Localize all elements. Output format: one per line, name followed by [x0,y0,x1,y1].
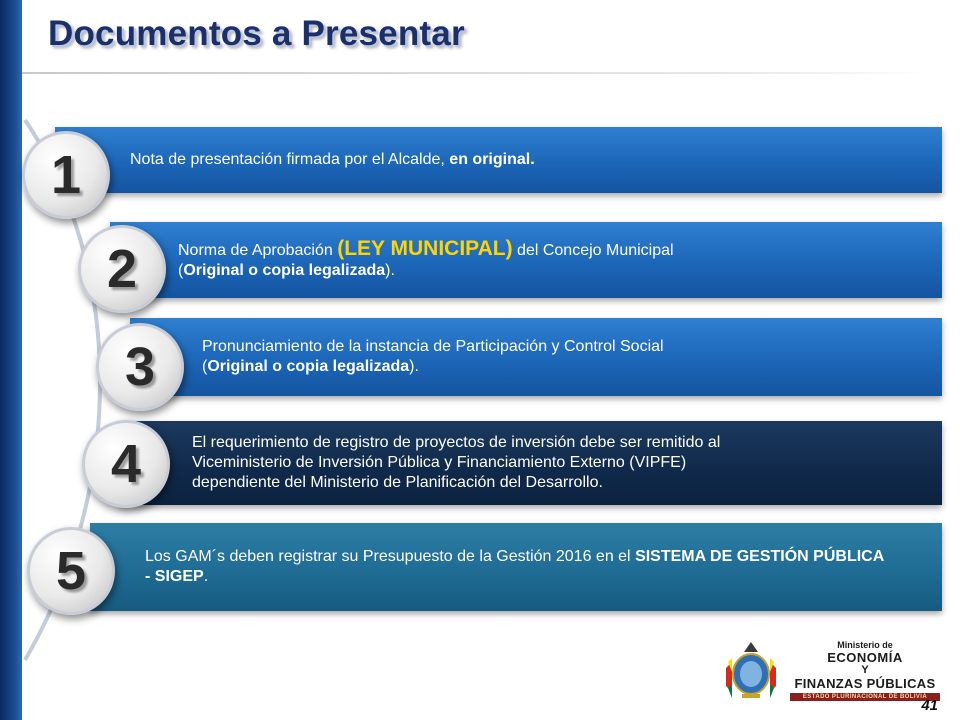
item-3-paren-close: ). [409,358,419,375]
item-2-text-main: Norma de Aprobación [178,242,338,259]
item-2-text-bold: Original o copia legalizada [183,262,386,279]
item-3-band [130,318,942,396]
item-3-text-bold: Original o copia legalizada [207,358,410,375]
item-4-band [120,421,942,505]
step-4-number-badge [82,420,170,508]
item-5-text [90,547,905,587]
ministry-logo [718,638,948,704]
page-number: 41 [921,697,938,714]
item-2-text-after: del Concejo Municipal [512,242,674,259]
item-4-text-line3: dependiente del Ministerio de Planificación del Desarrollo. [192,474,603,491]
item-2-text [110,239,694,281]
item-1-text [55,150,555,170]
step-5-number: 5 [55,541,87,601]
step-1-number: 1 [50,145,82,205]
item-4-text-line1: El requerimiento de registro de proyectos de inversión debe ser remitido al [192,434,721,451]
ministry-line1: ECONOMÍA [827,650,903,665]
item-5-text-after: . [203,568,209,585]
step-1-number-badge [22,131,110,219]
ministry-prefix: Ministerio de [837,640,893,650]
item-5-text-main: Los GAM´s deben registrar su Presupuesto de la Gestión 2016 en el [145,548,636,565]
step-4-number: 4 [110,434,142,494]
left-decorative-band [0,0,22,720]
item-3-paren-open: ( [202,358,208,375]
item-2-paren-close: ). [385,262,395,279]
item-1-text-bold: en original. [449,151,535,168]
bolivia-coat-of-arms-icon [718,638,784,704]
ministry-name [790,640,940,701]
step-2-number: 2 [106,239,138,299]
slide-title: Documentos a Presentar [48,14,465,53]
step-5-number-badge [27,527,115,615]
item-1-text-main: Nota de presentación firmada por el Alcalde, [130,151,450,168]
step-3-number-badge [96,323,184,411]
title-divider [22,72,930,74]
item-3-text [130,337,684,377]
item-5-band [90,523,942,611]
ministry-line4: ESTADO PLURINACIONAL DE BOLIVIA [790,693,940,701]
step-3-number: 3 [124,337,156,397]
item-4-text [120,433,740,493]
item-5-text-bold: SISTEMA DE GESTIÓN PÚBLICA - SIGEP [145,548,884,585]
step-2-number-badge [78,225,166,313]
item-2-text-accent: (LEY MUNICIPAL) [337,237,513,260]
item-4-text-line2: Viceministerio de Inversión Pública y Financiamiento Externo (VIPFE) [192,454,687,471]
item-3-text-line1: Pronunciamiento de la instancia de Participación y Control Social [202,338,664,355]
ministry-line2: Y [861,664,869,676]
ministry-line3: FINANZAS PÚBLICAS [794,676,936,691]
item-2-band [110,222,942,298]
item-1-band [55,127,942,193]
item-2-paren-open: ( [178,262,184,279]
